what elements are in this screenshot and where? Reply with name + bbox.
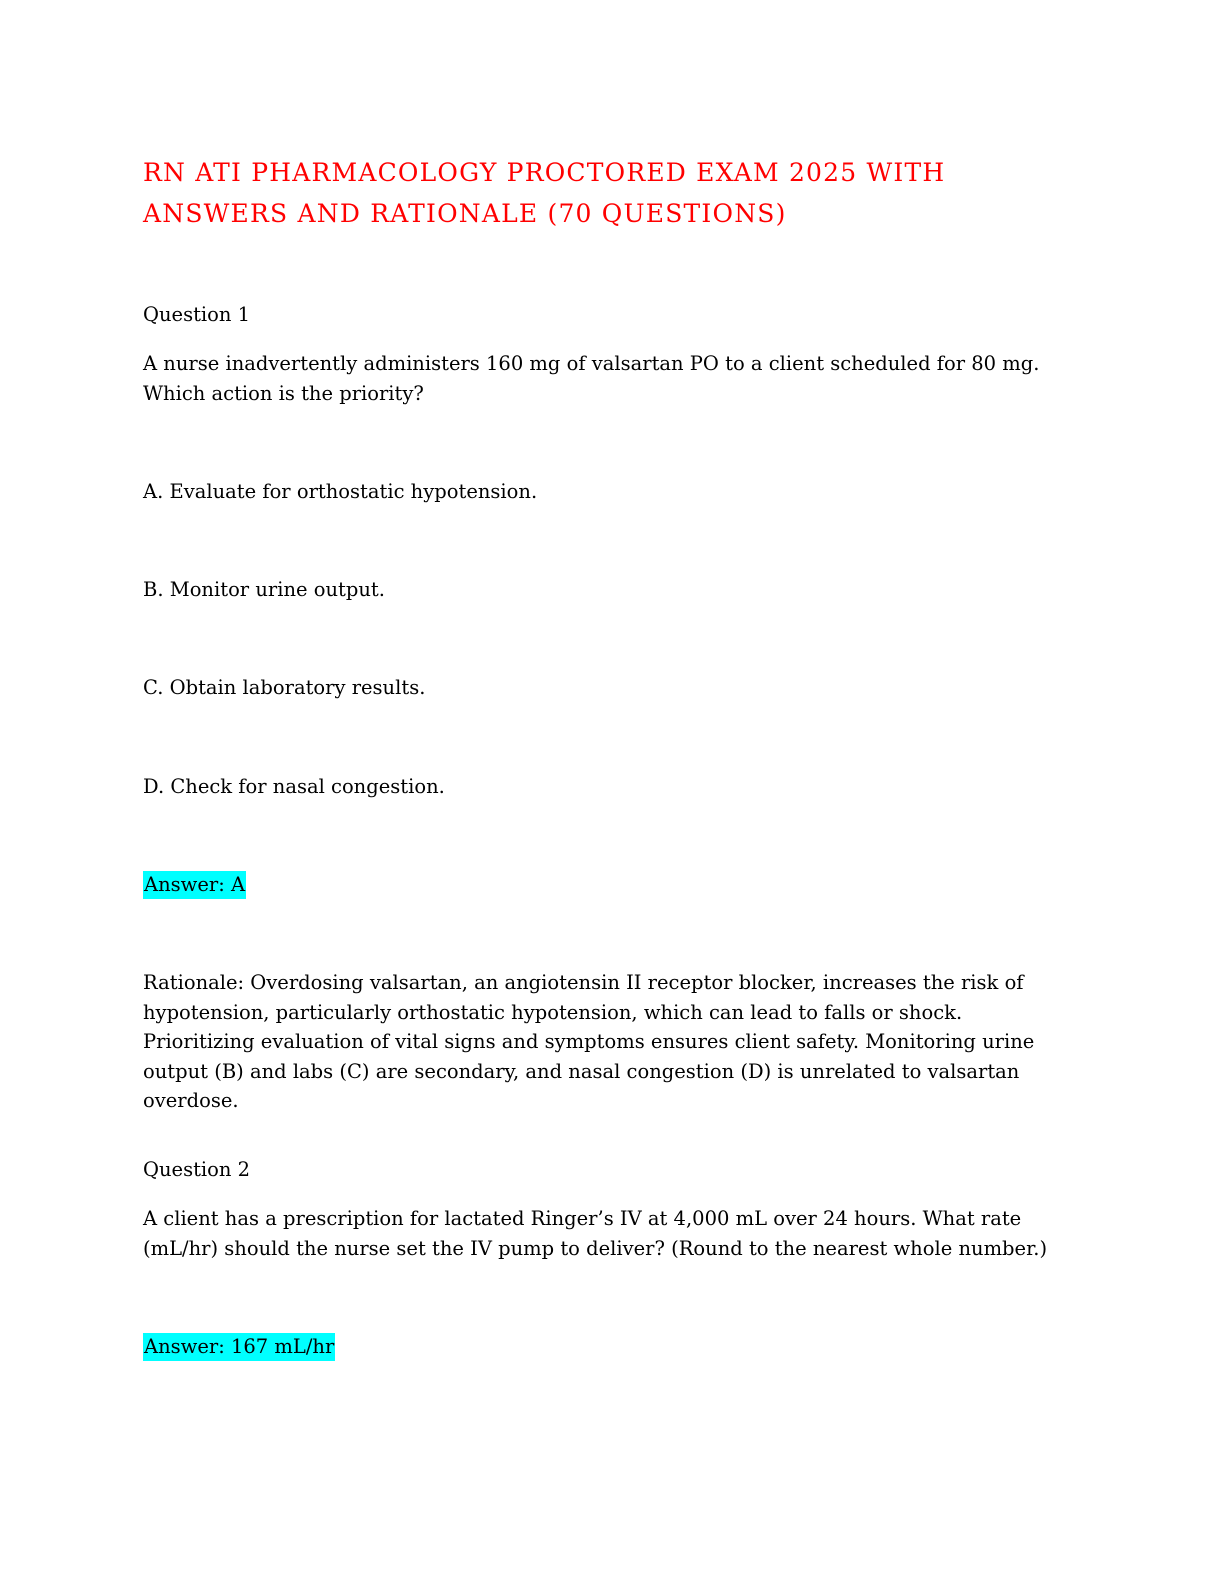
question-1-label: Question 1: [143, 303, 251, 326]
question-1-answer-line: [143, 870, 1073, 900]
document-title: [143, 152, 1043, 234]
question-1-option-a: A. Evaluate for orthostatic hypotension.: [143, 480, 538, 503]
title-line-2: ANSWERS AND RATIONALE (70 QUESTIONS): [143, 199, 787, 228]
question-1-option-b: B. Monitor urine output.: [143, 578, 385, 601]
question-1-option-c: C. Obtain laboratory results.: [143, 676, 426, 699]
question-1-answer: Answer: A: [143, 871, 246, 899]
question-2-stem: A client has a prescription for lactated Ringer’s IV at 4,000 mL over 24 hours. What rate (mL/hr) should the nurse set the IV pump to deliver? (Round to the nearest whole number.): [143, 1207, 1048, 1260]
question-1-option-d: D. Check for nasal congestion.: [143, 775, 445, 798]
question-1-rationale: Rationale: Overdosing valsartan, an angiotensin II receptor blocker, increases the risk of hypotension, particularly orthostatic hypotension, which can lead to falls or shock. Prioritizing evaluation of vital signs and symptoms ensures client safety. Monitoring urine output (B) and labs (C) are secondary, and nasal congestion (D) is unrelated to valsartan overdose.: [143, 971, 1035, 1112]
question-2-label: Question 2: [143, 1158, 251, 1181]
question-2-answer-line: [143, 1332, 1073, 1362]
question-1-stem: A nurse inadvertently administers 160 mg of valsartan PO to a client scheduled for 80 mg. Which action is the priority?: [143, 352, 1040, 405]
title-line-1: RN ATI PHARMACOLOGY PROCTORED EXAM 2025 WITH: [143, 158, 946, 187]
question-2-answer: Answer: 167 mL/hr: [143, 1333, 335, 1361]
